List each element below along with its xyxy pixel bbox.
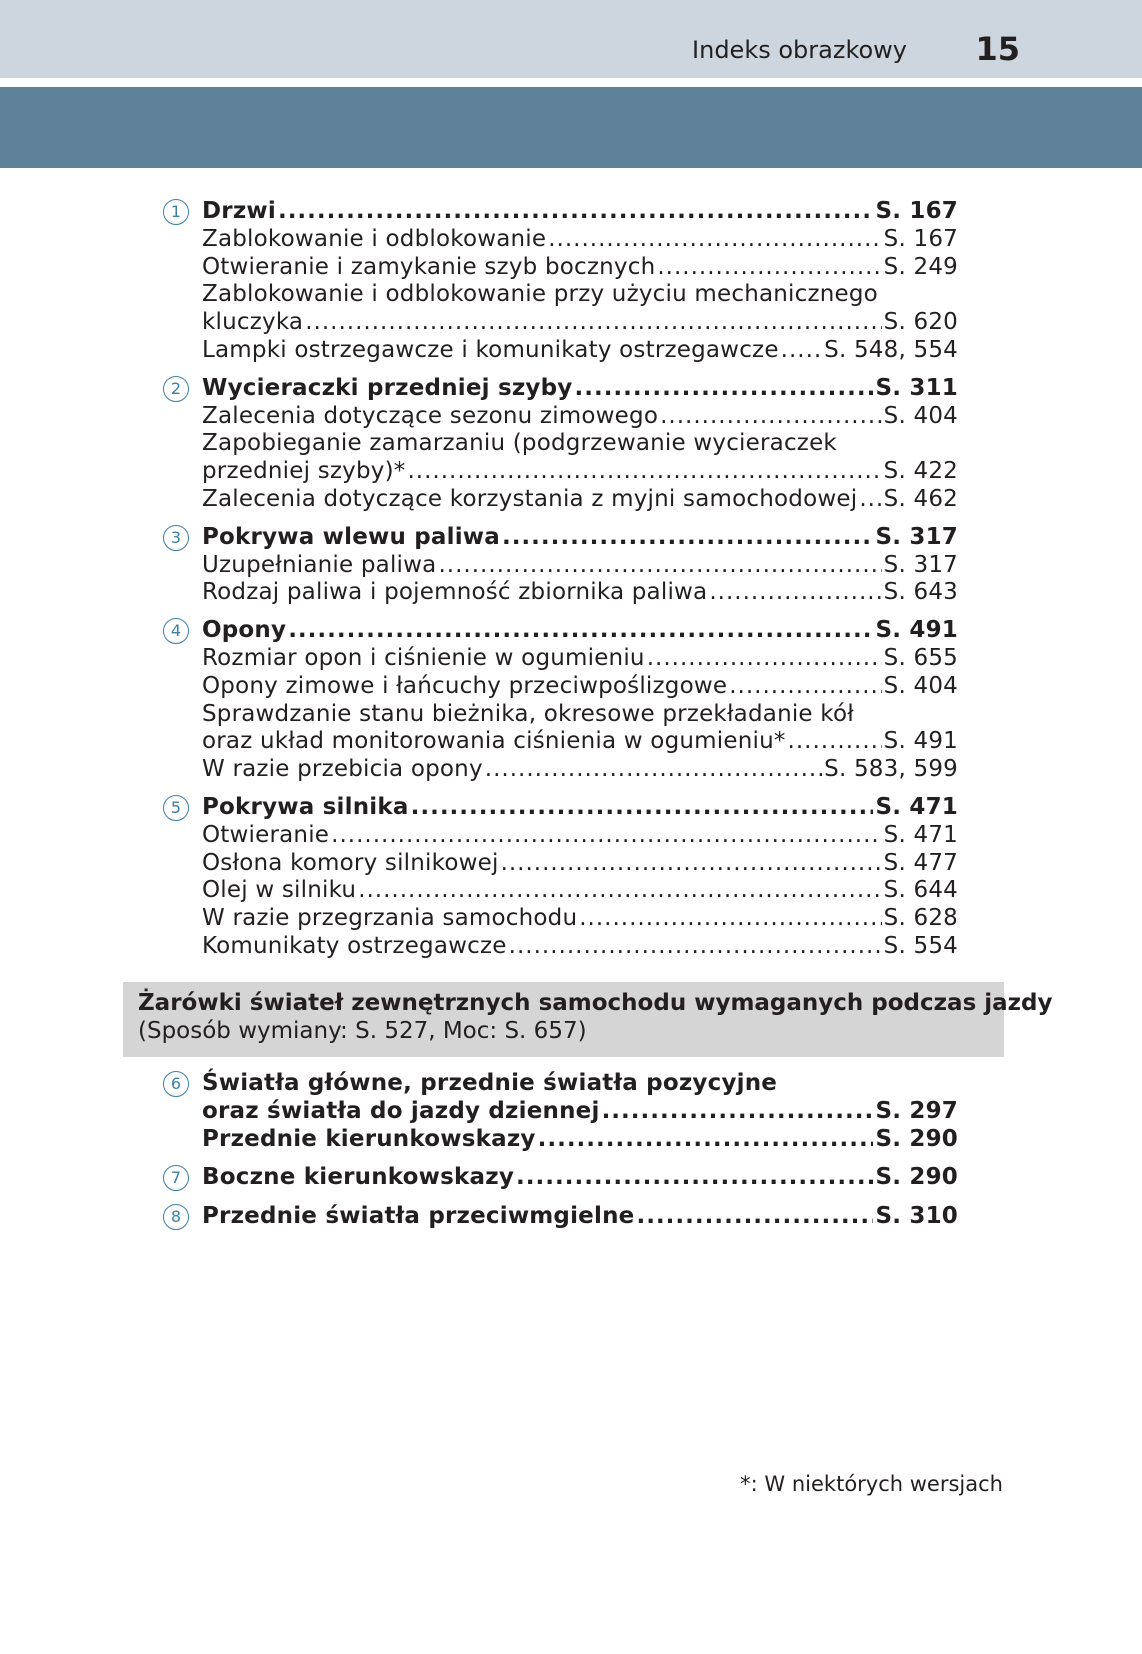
circled-number-icon: 7 <box>163 1165 189 1191</box>
dot-leader <box>859 486 881 514</box>
circled-number-icon: 4 <box>163 618 189 644</box>
page-reference[interactable]: S. 655 <box>883 644 958 671</box>
index-group <box>160 1203 958 1231</box>
dot-leader <box>407 458 881 486</box>
index-group <box>160 198 958 365</box>
entry-label: kluczyka <box>202 309 304 336</box>
entry-label: Uzupełnianie paliwa <box>202 551 437 578</box>
dot-leader <box>788 728 882 756</box>
entry-label: W razie przebicia opony <box>202 756 483 783</box>
bulbs-title: Żarówki świateł zewnętrznych samochodu wymaganych podczas jazdy <box>138 990 1053 1016</box>
page-number: 15 <box>975 30 1020 68</box>
dot-leader <box>636 1203 873 1231</box>
page-reference[interactable]: S. 491 <box>883 728 958 755</box>
dot-leader <box>647 645 882 673</box>
index-entry[interactable] <box>202 728 958 756</box>
entry-label: Zalecenia dotyczące sezonu zimowego <box>202 402 659 429</box>
dot-leader <box>548 226 881 254</box>
dot-leader <box>305 309 881 337</box>
entry-label: Rodzaj paliwa i pojemność zbiornika paliwa <box>202 579 708 606</box>
dot-leader <box>574 375 873 403</box>
page-reference[interactable]: S. 404 <box>883 402 958 429</box>
index-entry[interactable] <box>202 254 958 282</box>
entry-label: Sprawdzanie stanu bieżnika, okresowe przekładanie kół <box>202 700 855 727</box>
dot-leader <box>502 524 874 552</box>
entry-label: Opony <box>202 617 287 644</box>
entry-label: Otwieranie i zamykanie szyb bocznych <box>202 253 656 280</box>
index-entry[interactable] <box>202 673 958 701</box>
bulbs-subtitle: (Sposób wymiany: S. 527, Moc: S. 657) <box>138 1018 587 1044</box>
entry-label: Zalecenia dotyczące korzystania z myjni samochodowej <box>202 485 858 512</box>
index-group <box>160 617 958 784</box>
entry-label: Przednie kierunkowskazy <box>202 1125 536 1152</box>
dot-leader <box>509 933 882 961</box>
page-reference[interactable]: S. 290 <box>875 1125 958 1152</box>
entry-label: oraz układ monitorowania ciśnienia w ogumieniu* <box>202 728 786 755</box>
dot-leader <box>288 617 873 645</box>
bulbs-box <box>123 982 1053 1057</box>
page-reference[interactable]: S. 310 <box>875 1203 958 1230</box>
dot-leader <box>485 756 822 784</box>
index-group <box>160 524 958 607</box>
page-reference[interactable]: S. 643 <box>883 579 958 606</box>
circled-number-icon: 6 <box>163 1071 189 1097</box>
page-reference[interactable]: S. 471 <box>875 793 958 820</box>
index-entry[interactable] <box>202 226 958 254</box>
index-group <box>160 1164 958 1192</box>
section-title: Indeks obrazkowy <box>692 36 907 64</box>
page-reference[interactable]: S. 462 <box>883 485 958 512</box>
header-band <box>0 0 1142 78</box>
entry-label: Światła główne, przednie światła pozycyjne <box>202 1070 778 1096</box>
index-entry[interactable] <box>202 309 958 337</box>
dot-leader <box>781 337 822 365</box>
page-reference[interactable]: S. 583, 599 <box>824 756 958 783</box>
index-group <box>160 1070 958 1153</box>
page-reference[interactable]: S. 620 <box>883 309 958 336</box>
index-entry[interactable] <box>202 877 958 905</box>
entry-label: Rozmiar opon i ciśnienie w ogumieniu <box>202 644 645 671</box>
entry-label: Pokrywa wlewu paliwa <box>202 523 500 550</box>
dot-leader <box>660 403 882 431</box>
index-entry[interactable] <box>202 403 958 431</box>
dot-leader <box>729 673 881 701</box>
index-list-bottom <box>160 1070 958 1242</box>
circled-number-icon: 3 <box>163 525 189 551</box>
page-reference[interactable]: S. 249 <box>883 253 958 280</box>
index-group <box>160 794 958 961</box>
index-entry[interactable] <box>202 1126 958 1154</box>
circled-number-icon: 2 <box>163 376 189 402</box>
section-band <box>0 87 1142 168</box>
index-entry[interactable] <box>202 375 958 403</box>
circled-number-icon: 5 <box>163 795 189 821</box>
page-reference[interactable]: S. 317 <box>883 551 958 578</box>
entry-label: przedniej szyby)* <box>202 458 406 485</box>
page-reference[interactable]: S. 290 <box>875 1164 958 1191</box>
index-entry[interactable] <box>202 645 958 673</box>
page-reference[interactable]: S. 167 <box>883 225 958 252</box>
page-reference[interactable]: S. 491 <box>875 617 958 644</box>
index-entry[interactable] <box>202 1203 958 1231</box>
dot-leader <box>438 552 881 580</box>
entry-label: Lampki ostrzegawcze i komunikaty ostrzegawcze <box>202 336 779 363</box>
entry-label: Zablokowanie i odblokowanie przy użyciu mechanicznego <box>202 281 878 308</box>
circled-number-icon: 1 <box>163 199 189 225</box>
entry-label: Osłona komory silnikowej <box>202 849 499 876</box>
index-entry[interactable] <box>202 458 958 486</box>
index-list-top <box>160 198 958 971</box>
index-entry[interactable] <box>202 337 958 365</box>
dot-leader <box>331 822 882 850</box>
dot-leader <box>501 850 882 878</box>
page-reference[interactable]: S. 297 <box>875 1097 958 1124</box>
entry-label: Opony zimowe i łańcuchy przeciwpoślizgowe <box>202 672 728 699</box>
page-reference[interactable]: S. 404 <box>883 672 958 699</box>
entry-label: Zapobieganie zamarzaniu (podgrzewanie wycieraczek <box>202 430 837 457</box>
dot-leader <box>579 905 881 933</box>
page-reference[interactable]: S. 628 <box>883 905 958 932</box>
dot-leader <box>657 254 881 282</box>
index-entry[interactable] <box>202 933 958 961</box>
header-gap <box>0 78 1142 87</box>
index-entry[interactable] <box>202 1098 958 1126</box>
entry-label: Boczne kierunkowskazy <box>202 1164 515 1191</box>
entry-label: W razie przegrzania samochodu <box>202 905 578 932</box>
entry-label: oraz światła do jazdy dziennej <box>202 1097 600 1124</box>
entry-label: Olej w silniku <box>202 877 357 904</box>
index-entry[interactable] <box>202 198 958 226</box>
entry-label: Drzwi <box>202 198 276 224</box>
index-group <box>160 375 958 514</box>
page-reference[interactable]: S. 548, 554 <box>824 336 958 363</box>
index-entry[interactable] <box>202 579 958 607</box>
index-entry <box>202 701 958 729</box>
page-reference[interactable]: S. 644 <box>883 877 958 904</box>
circled-number-icon: 8 <box>163 1204 189 1230</box>
page-reference[interactable]: S. 477 <box>883 849 958 876</box>
entry-label: Przednie światła przeciwmgielne <box>202 1203 635 1230</box>
index-entry[interactable] <box>202 822 958 850</box>
entry-label: Komunikaty ostrzegawcze <box>202 932 507 959</box>
index-entry[interactable] <box>202 850 958 878</box>
dot-leader <box>516 1164 873 1192</box>
dot-leader <box>602 1098 874 1126</box>
page-reference[interactable]: S. 471 <box>883 821 958 848</box>
page-reference[interactable]: S. 422 <box>883 458 958 485</box>
index-entry <box>202 281 958 309</box>
index-entry[interactable] <box>202 1164 958 1192</box>
entry-label: Wycieraczki przedniej szyby <box>202 374 573 401</box>
index-entry[interactable] <box>202 756 958 784</box>
page-reference[interactable]: S. 554 <box>883 932 958 959</box>
index-entry <box>202 1070 958 1098</box>
index-entry <box>202 430 958 458</box>
footnote: *: W niektórych wersjach <box>740 1472 1003 1496</box>
dot-leader <box>538 1126 874 1154</box>
dot-leader <box>411 794 874 822</box>
index-entry[interactable] <box>202 552 958 580</box>
index-entry[interactable] <box>202 905 958 933</box>
index-entry[interactable] <box>202 524 958 552</box>
entry-label: Otwieranie <box>202 821 330 848</box>
index-entry[interactable] <box>202 486 958 514</box>
dot-leader <box>709 579 881 607</box>
index-entry[interactable] <box>202 794 958 822</box>
dot-leader <box>278 198 874 226</box>
entry-label: Zablokowanie i odblokowanie <box>202 225 547 252</box>
page-reference[interactable]: S. 167 <box>875 198 958 224</box>
dot-leader <box>358 877 881 905</box>
page-reference[interactable]: S. 317 <box>875 523 958 550</box>
page-reference[interactable]: S. 311 <box>875 374 958 401</box>
entry-label: Pokrywa silnika <box>202 793 409 820</box>
index-entry[interactable] <box>202 617 958 645</box>
